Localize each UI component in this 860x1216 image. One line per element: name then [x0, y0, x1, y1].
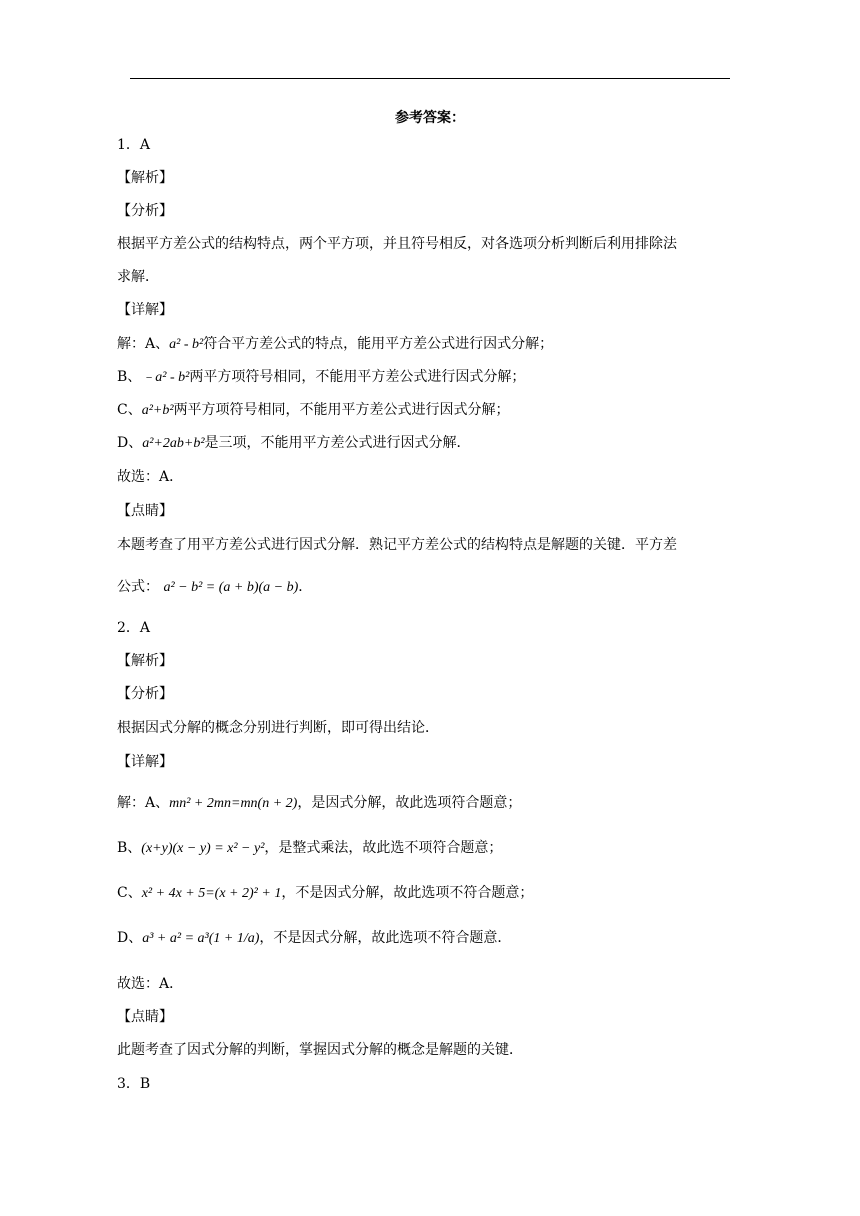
q2-option-c-expr: x² + 4x + 5=(x + 2)² + 1 — [141, 886, 282, 901]
q2-option-c — [117, 883, 533, 904]
q1-option-a-text: 符合平方差公式的特点，能用平方差公式进行因式分解； — [203, 336, 554, 352]
q1-option-c-text: 两平方项符号相同，不能用平方差公式进行因式分解； — [173, 402, 510, 418]
q2-option-d — [117, 928, 511, 949]
q2-option-b-label: B、 — [117, 840, 142, 856]
q2-option-a-expr: mn² + 2mn=mn(n + 2) — [169, 796, 298, 811]
q1-option-d-text: 是三项，不能用平方差公式进行因式分解． — [204, 435, 471, 451]
header-rule — [130, 78, 730, 79]
q1-option-a — [117, 334, 553, 355]
q1-option-a-expr: a² ‐ b² — [169, 337, 204, 352]
q2-option-d-label: D、 — [117, 930, 143, 946]
q1-choice: 故选：A． — [117, 469, 184, 485]
q2-option-a — [117, 793, 521, 814]
q1-fenxi-heading: 【分析】 — [117, 203, 173, 219]
q2-option-b-text: ，是整式乘法，故此选不项符合题意； — [264, 840, 503, 856]
q1-analysis-line-2: 求解． — [117, 269, 159, 285]
q1-number: 1．A — [117, 137, 151, 153]
q2-jiexi-heading: 【解析】 — [117, 653, 173, 669]
q2-option-d-expr: a³ + a² = a³(1 + 1/a) — [142, 931, 260, 946]
q1-jiexi-heading: 【解析】 — [117, 170, 173, 186]
page-title: 参考答案： — [395, 110, 465, 126]
q1-note-suffix: ． — [298, 579, 313, 595]
q2-note: 此题考查了因式分解的判断，掌握因式分解的概念是解题的关键． — [117, 1042, 523, 1058]
q2-option-a-text: ，是因式分解，故此选项符合题意； — [297, 795, 522, 811]
q1-option-b-expr: ﹣a² ‐ b² — [141, 370, 190, 385]
q1-option-c — [117, 400, 510, 421]
q1-note-line-2 — [117, 577, 312, 598]
q1-option-b-text: 两平方项符号相同，不能用平方差公式进行因式分解； — [189, 369, 526, 385]
q1-note-formula: a² − b² = (a + b)(a − b) — [163, 580, 299, 595]
q2-number: 2．A — [117, 620, 151, 636]
q1-option-c-label: C、 — [117, 402, 142, 418]
q1-option-a-label: 解：A、 — [117, 336, 170, 352]
q1-option-b — [117, 367, 525, 388]
q2-option-c-text: ，不是因式分解，故此选项不符合题意； — [281, 885, 534, 901]
q1-option-d — [117, 433, 471, 454]
q2-analysis: 根据因式分解的概念分别进行判断，即可得出结论． — [117, 720, 439, 736]
q1-option-c-expr: a²+b² — [141, 403, 174, 418]
q2-option-c-label: C、 — [117, 885, 142, 901]
q1-note-line-1: 本题考查了用平方差公式进行因式分解．熟记平方差公式的结构特点是解题的关键．平方差 — [117, 537, 677, 553]
q3-number: 3．B — [117, 1076, 151, 1092]
q1-dianjing-heading: 【点睛】 — [117, 503, 173, 519]
q2-choice: 故选：A． — [117, 976, 184, 992]
q1-option-b-label: B、 — [117, 369, 142, 385]
q2-option-d-text: ，不是因式分解，故此选项不符合题意． — [259, 930, 512, 946]
q1-option-d-expr: a²+2ab+b² — [142, 436, 205, 451]
q1-analysis-line-1: 根据平方差公式的结构特点，两个平方项，并且符号相反，对各选项分析判断后利用排除法 — [117, 236, 677, 252]
q1-note-prefix: 公式： — [117, 579, 159, 595]
q2-dianjing-heading: 【点睛】 — [117, 1009, 173, 1025]
q2-fenxi-heading: 【分析】 — [117, 686, 173, 702]
q1-option-d-label: D、 — [117, 435, 143, 451]
q2-option-b — [117, 838, 502, 859]
q2-option-a-label: 解：A、 — [117, 795, 170, 811]
q1-xiangjie-heading: 【详解】 — [117, 302, 173, 318]
q2-option-b-expr: (x+y)(x − y) = x² − y² — [141, 841, 265, 856]
q2-xiangjie-heading: 【详解】 — [117, 754, 173, 770]
